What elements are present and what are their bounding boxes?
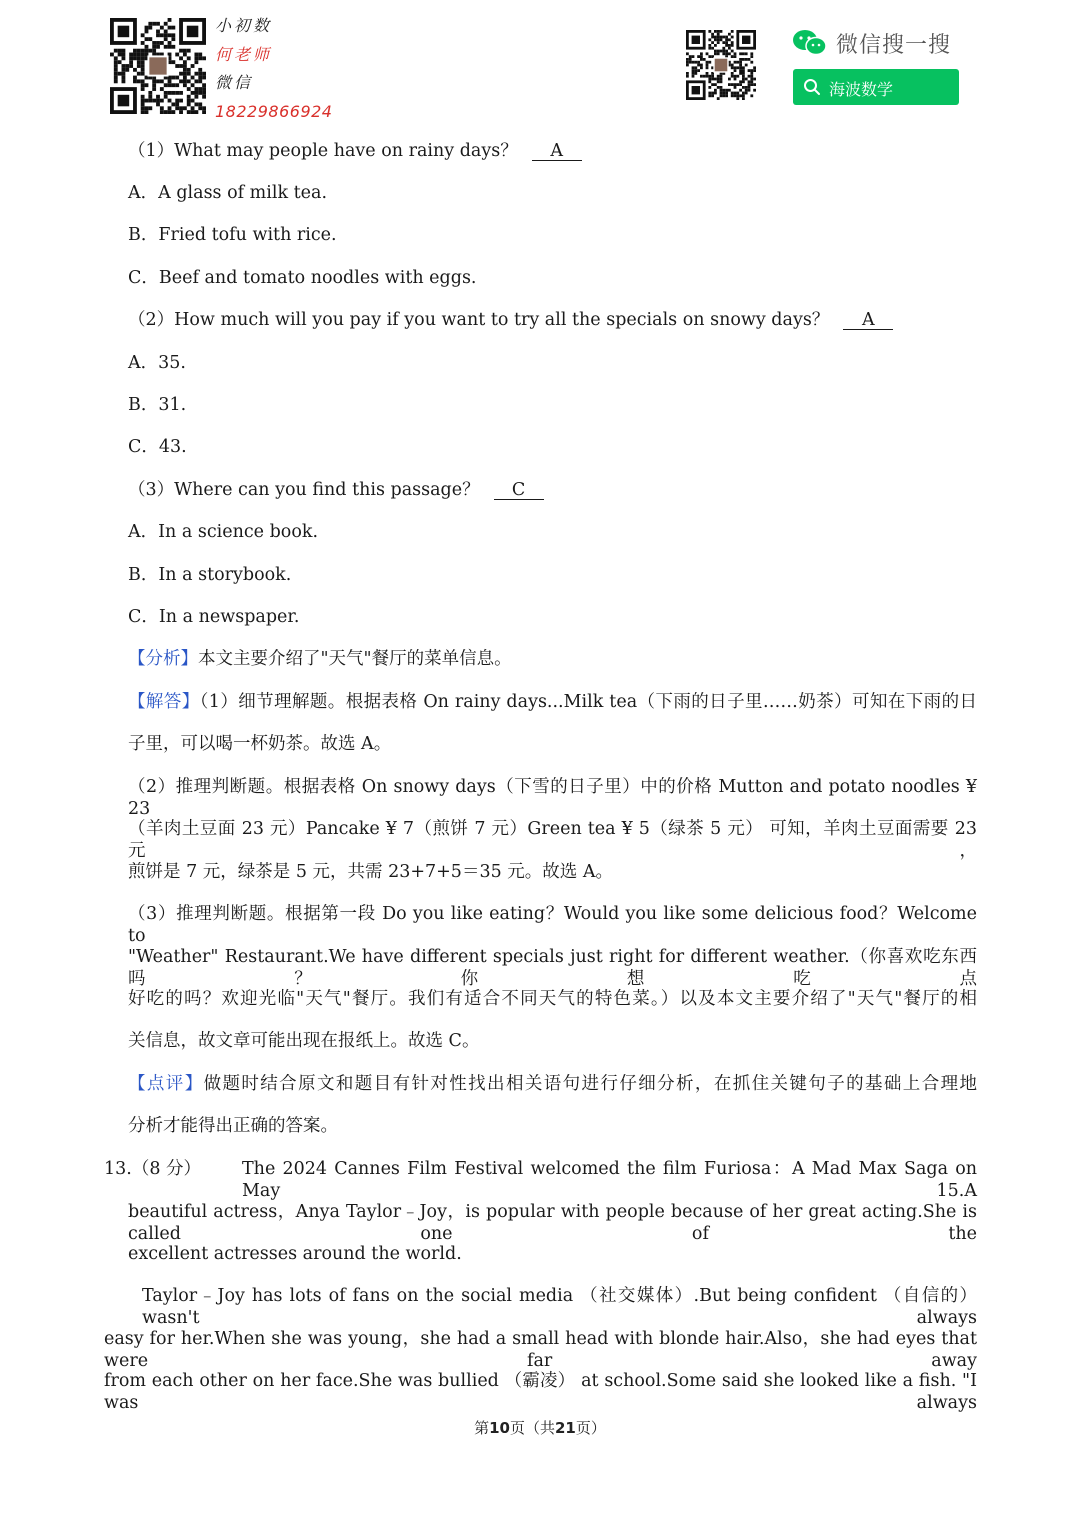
footer-text: 页） <box>575 1419 606 1437</box>
review-line: 分析才能得出正确的答案。 <box>128 1116 338 1136</box>
review-text: 做题时结合原文和题目有针对性找出相关语句进行仔细分析，在抓住关键句子的基础上合理地 <box>203 1074 977 1094</box>
answer-line: 子里，可以喝一杯奶茶。故选 A。 <box>128 734 392 754</box>
answer-tag: 【解答】 <box>128 692 200 712</box>
option-line: C．43. <box>128 437 187 457</box>
q13-number: 13.（8 分） <box>104 1159 202 1179</box>
q3-text: （3）Where can you find this passage？ <box>128 480 480 500</box>
option-line: B．31. <box>128 395 187 415</box>
handwriting-line: 何老师 <box>215 44 273 64</box>
page-header <box>0 0 1080 125</box>
wechat-search-brand <box>792 28 962 60</box>
answer-text: （1）细节理解题。根据表格 On rainy days...Milk tea（下雨的日子里……奶茶）可知在下雨的日 <box>199 692 977 712</box>
q1-question <box>128 140 582 162</box>
wechat-icon <box>792 28 828 58</box>
handwritten-contact <box>215 12 332 126</box>
q13-para2-line: from each other on her face.She was bullied （霸凌） at school.Some said she looked like a fish. "I was always <box>104 1371 977 1413</box>
review-tag: 【点评】 <box>128 1074 204 1094</box>
total-pages: 21 <box>555 1419 576 1437</box>
q1-text: （1）What may people have on rainy days？ <box>128 141 518 161</box>
answer-line: （羊肉土豆面 23 元）Pancake ¥ 7（煎饼 7 元）Green tea ¥ 5（绿茶 5 元） 可知，羊肉土豆面需要 23 元， <box>128 819 977 861</box>
answer-line: "Weather" Restaurant.We have different specials just right for different weather.（你喜欢吃东西吗？你想吃点 <box>128 947 977 989</box>
footer-text: 第 <box>474 1419 490 1437</box>
answer-line: （2）推理判断题。根据表格 On snowy days（下雪的日子里）中的价格 Mutton and potato noodles ¥ 23 <box>128 777 977 819</box>
analysis-tag: 【分析】 <box>128 649 198 669</box>
wechat-label: 微信搜一搜 <box>836 33 952 58</box>
q3-question <box>128 479 544 501</box>
q1-answer-blank: A <box>532 142 582 161</box>
answer-line: 好吃的吗？欢迎光临"天气"餐厅。我们有适合不同天气的特色菜。）以及本文主要介绍了"天气"餐厅的相 <box>128 989 977 1009</box>
answer-line: 煎饼是 7 元，绿茶是 5 元，共需 23+7+5＝35 元。故选 A。 <box>128 862 613 882</box>
search-label: 海波数学 <box>829 80 894 99</box>
option-line: A．35. <box>128 353 186 373</box>
option-line: C．In a newspaper. <box>128 607 300 627</box>
option-line: B．In a storybook. <box>128 565 292 585</box>
q2-question <box>128 309 893 331</box>
qr-code-right <box>686 30 756 100</box>
q13-para2-line: Taylor﹣Joy has lots of fans on the social media （社交媒体）.But being confident （自信的） wasn't always <box>142 1286 977 1328</box>
analysis-text: 本文主要介绍了"天气"餐厅的菜单信息。 <box>198 649 512 669</box>
q13-line: beautiful actress，Anya Taylor﹣Joy，is popular with people because of her great acting.She is called one of the <box>128 1202 977 1244</box>
footer-text: 页（共 <box>509 1419 555 1437</box>
option-line: B．Fried tofu with rice. <box>128 225 337 245</box>
answer-line: （3）推理判断题。根据第一段 Do you like eating？Would you like some delicious food？Welcome to <box>128 904 977 946</box>
review-line <box>128 1073 977 1095</box>
answer-line: 关信息，故文章可能出现在报纸上。故选 C。 <box>128 1031 480 1051</box>
wechat-search-box[interactable] <box>793 69 959 105</box>
search-icon <box>803 78 821 96</box>
handwriting-line: 18229866924 <box>215 101 333 121</box>
q13-line: excellent actresses around the world. <box>128 1244 462 1264</box>
option-line: C．Beef and tomato noodles with eggs. <box>128 268 477 288</box>
handwriting-line: 小初数 <box>215 16 273 35</box>
option-line: A．In a science book. <box>128 522 319 542</box>
q2-answer-blank: A <box>843 311 893 330</box>
analysis <box>128 648 512 670</box>
q13-para2-line: easy for her.When she was young，she had a small head with blonde hair.Also，she had eyes that were far away <box>104 1329 977 1371</box>
q2-text: （2）How much will you pay if you want to try all the specials on snowy days？ <box>128 310 830 330</box>
page-number: 10 <box>489 1419 510 1437</box>
handwriting-line: 微信 <box>215 73 254 92</box>
page-footer <box>0 1417 1080 1438</box>
q13-line: The 2024 Cannes Film Festival welcomed the film Furiosa：A Mad Max Saga on May 15.A <box>242 1159 977 1201</box>
qr-code-left <box>110 18 206 114</box>
option-line: A．A glass of milk tea. <box>128 183 328 203</box>
answer-line <box>128 691 977 713</box>
q3-answer-blank: C <box>494 481 544 500</box>
